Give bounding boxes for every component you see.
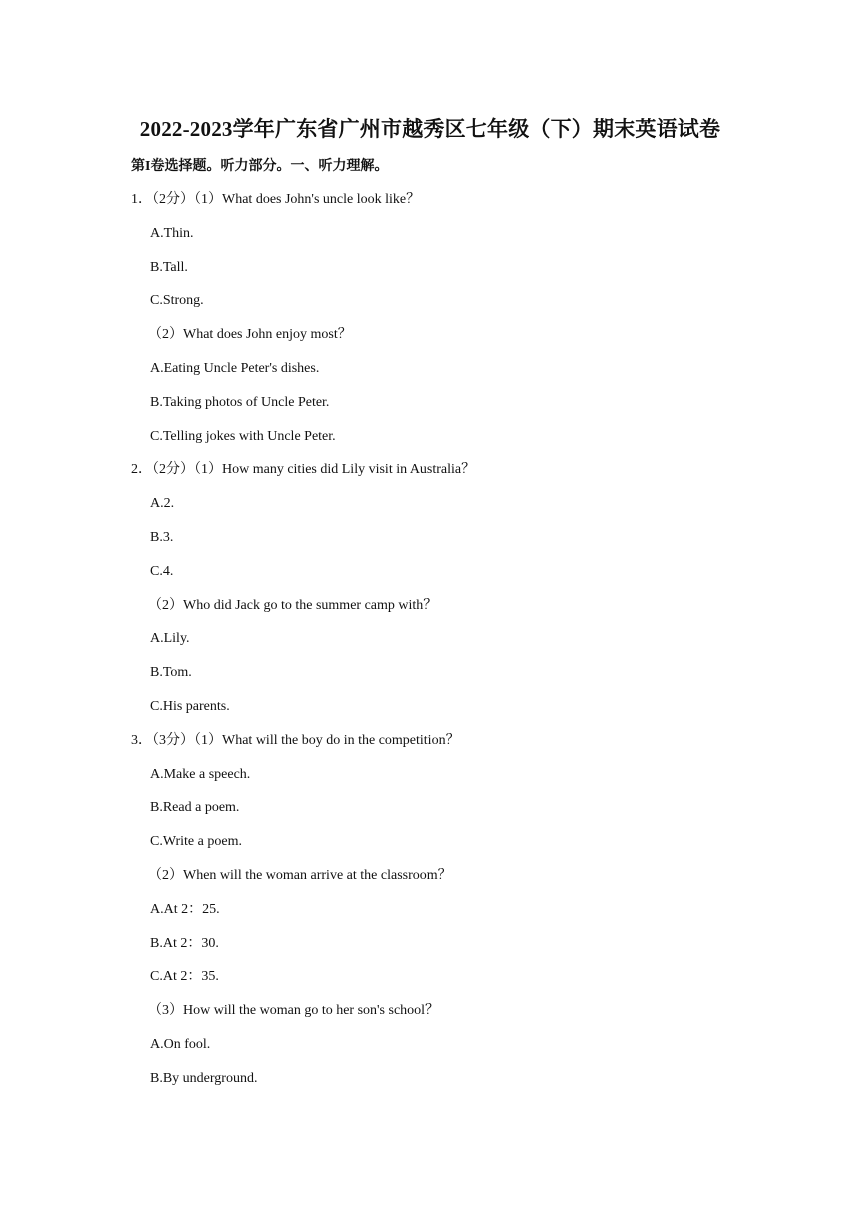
answer-option: B.By underground.: [150, 1070, 258, 1086]
sub-question-stem: （2）Who did Jack go to the summer camp with？: [148, 597, 438, 613]
question-stem: 2．（2分）（1）How many cities did Lily visit in Australia？: [131, 462, 476, 478]
answer-option: A.On fool.: [150, 1037, 211, 1052]
answer-option: A.Thin.: [150, 225, 194, 241]
answer-option: A.Lily.: [150, 631, 190, 647]
sub-question-stem: （2）When will the woman arrive at the classroom？: [148, 868, 452, 883]
answer-option: C.At 2：35.: [150, 969, 219, 985]
answer-option: B.3.: [150, 530, 174, 545]
answer-option: A.Make a speech.: [150, 766, 251, 782]
answer-option: B.Read a poem.: [150, 800, 240, 816]
answer-option: B.Tall.: [150, 259, 188, 275]
answer-option: C.Telling jokes with Uncle Peter.: [150, 428, 336, 444]
answer-option: A.2.: [150, 496, 175, 512]
answer-option: C.Write a poem.: [150, 834, 242, 850]
question-stem: 1．（2分）（1）What does John's uncle look like？: [131, 192, 421, 207]
answer-option: B.At 2：30.: [150, 935, 219, 951]
answer-option: A.At 2：25.: [150, 901, 220, 917]
answer-option: B.Tom.: [150, 665, 192, 681]
answer-option: C.His parents.: [150, 699, 230, 714]
sub-question-stem: （2）What does John enjoy most？: [148, 327, 352, 343]
answer-option: B.Taking photos of Uncle Peter.: [150, 394, 330, 410]
question-stem: 3．（3分）（1）What will the boy do in the competition？: [131, 732, 460, 748]
answer-option: A.Eating Uncle Peter's dishes.: [150, 361, 320, 376]
answer-option: C.Strong.: [150, 293, 204, 309]
page-title: 2022-2023学年广东省广州市越秀区七年级（下）期末英语试卷: [139, 117, 721, 141]
sub-question-stem: （3）How will the woman go to her son's school？: [148, 1003, 440, 1019]
answer-option: C.4.: [150, 563, 174, 579]
section-heading: 第I卷选择题。听力部分。一、听力理解。: [131, 159, 389, 174]
